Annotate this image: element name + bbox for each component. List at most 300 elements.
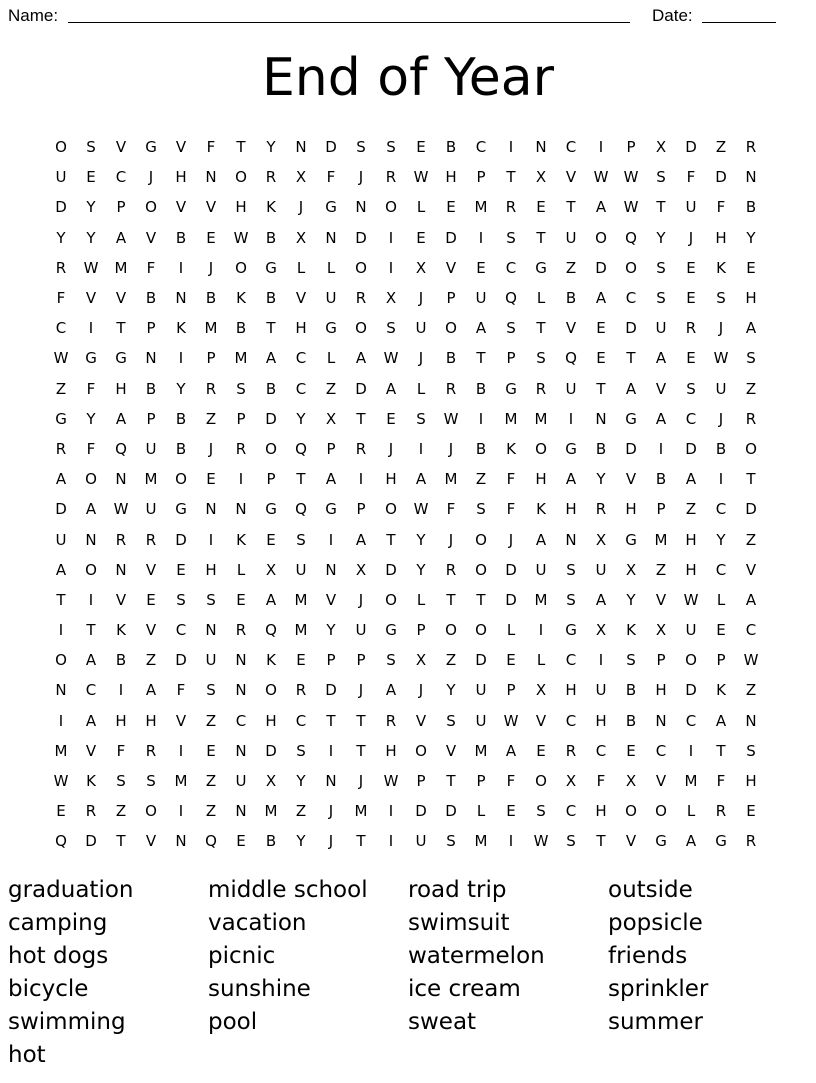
grid-cell[interactable]: N: [235, 651, 247, 670]
grid-cell[interactable]: B: [175, 439, 187, 458]
grid-cell[interactable]: M: [294, 590, 308, 609]
grid-cell[interactable]: T: [356, 409, 366, 428]
grid-cell[interactable]: K: [716, 258, 726, 277]
grid-cell[interactable]: I: [328, 530, 334, 549]
grid-cell[interactable]: E: [536, 198, 546, 217]
grid-cell[interactable]: H: [115, 379, 127, 398]
grid-cell[interactable]: V: [325, 590, 337, 609]
grid-cell[interactable]: A: [595, 198, 607, 217]
grid-cell[interactable]: W: [593, 168, 609, 187]
grid-cell[interactable]: A: [565, 470, 577, 489]
grid-cell[interactable]: O: [85, 470, 97, 489]
grid-cell[interactable]: T: [236, 138, 246, 157]
grid-cell[interactable]: V: [625, 832, 637, 851]
grid-cell[interactable]: H: [685, 560, 697, 579]
grid-cell[interactable]: X: [625, 560, 637, 579]
grid-cell[interactable]: D: [325, 681, 337, 700]
grid-cell[interactable]: B: [445, 349, 457, 368]
grid-cell[interactable]: X: [625, 772, 637, 791]
grid-cell[interactable]: S: [536, 349, 546, 368]
grid-cell[interactable]: S: [206, 590, 216, 609]
grid-cell[interactable]: W: [533, 832, 549, 851]
grid-cell[interactable]: N: [235, 741, 247, 760]
grid-cell[interactable]: G: [85, 349, 97, 368]
grid-cell[interactable]: A: [325, 470, 337, 489]
grid-cell[interactable]: G: [535, 258, 547, 277]
grid-cell[interactable]: A: [715, 711, 727, 730]
grid-cell[interactable]: O: [85, 560, 97, 579]
grid-cell[interactable]: Y: [416, 560, 426, 579]
grid-cell[interactable]: V: [415, 711, 427, 730]
grid-cell[interactable]: X: [325, 409, 337, 428]
grid-cell[interactable]: V: [535, 711, 547, 730]
grid-cell[interactable]: U: [55, 168, 67, 187]
grid-cell[interactable]: S: [146, 772, 156, 791]
grid-cell[interactable]: T: [116, 319, 126, 338]
grid-cell[interactable]: H: [745, 772, 757, 791]
grid-cell[interactable]: U: [565, 379, 577, 398]
grid-cell[interactable]: V: [655, 772, 667, 791]
grid-cell[interactable]: Y: [326, 621, 336, 640]
grid-cell[interactable]: T: [356, 741, 366, 760]
grid-cell[interactable]: Y: [626, 590, 636, 609]
grid-cell[interactable]: D: [415, 802, 427, 821]
grid-cell[interactable]: D: [715, 168, 727, 187]
grid-cell[interactable]: L: [536, 289, 546, 308]
grid-cell[interactable]: W: [443, 409, 459, 428]
grid-cell[interactable]: T: [266, 319, 276, 338]
grid-cell[interactable]: S: [656, 258, 666, 277]
grid-cell[interactable]: M: [474, 741, 488, 760]
grid-cell[interactable]: F: [116, 741, 126, 760]
grid-cell[interactable]: J: [688, 228, 694, 247]
grid-cell[interactable]: Z: [325, 379, 337, 398]
grid-cell[interactable]: K: [176, 319, 186, 338]
grid-cell[interactable]: P: [476, 772, 486, 791]
grid-cell[interactable]: E: [626, 741, 636, 760]
grid-cell[interactable]: U: [595, 681, 607, 700]
grid-cell[interactable]: T: [746, 470, 756, 489]
grid-cell[interactable]: R: [715, 802, 727, 821]
grid-cell[interactable]: V: [115, 590, 127, 609]
grid-cell[interactable]: M: [534, 409, 548, 428]
grid-cell[interactable]: T: [296, 470, 306, 489]
grid-cell[interactable]: E: [236, 832, 246, 851]
grid-cell[interactable]: D: [325, 138, 337, 157]
grid-cell[interactable]: O: [355, 258, 367, 277]
grid-cell[interactable]: V: [85, 741, 97, 760]
grid-cell[interactable]: S: [446, 832, 456, 851]
grid-cell[interactable]: V: [745, 560, 757, 579]
grid-cell[interactable]: A: [85, 711, 97, 730]
grid-cell[interactable]: T: [356, 711, 366, 730]
grid-cell[interactable]: T: [656, 198, 666, 217]
grid-cell[interactable]: X: [535, 168, 547, 187]
grid-cell[interactable]: P: [146, 409, 156, 428]
grid-cell[interactable]: V: [655, 590, 667, 609]
grid-cell[interactable]: E: [686, 258, 696, 277]
grid-cell[interactable]: E: [146, 590, 156, 609]
grid-cell[interactable]: I: [418, 439, 424, 458]
grid-cell[interactable]: B: [625, 681, 637, 700]
grid-cell[interactable]: Y: [86, 198, 96, 217]
grid-cell[interactable]: A: [55, 470, 67, 489]
grid-cell[interactable]: N: [175, 289, 187, 308]
grid-cell[interactable]: K: [626, 621, 636, 640]
grid-cell[interactable]: N: [235, 802, 247, 821]
grid-cell[interactable]: H: [205, 560, 217, 579]
grid-cell[interactable]: E: [206, 228, 216, 247]
grid-cell[interactable]: G: [565, 621, 577, 640]
grid-cell[interactable]: O: [475, 560, 487, 579]
grid-cell[interactable]: D: [385, 560, 397, 579]
grid-cell[interactable]: J: [448, 530, 454, 549]
grid-cell[interactable]: A: [145, 681, 157, 700]
grid-cell[interactable]: O: [445, 319, 457, 338]
grid-cell[interactable]: U: [235, 772, 247, 791]
grid-cell[interactable]: G: [115, 349, 127, 368]
grid-cell[interactable]: E: [236, 590, 246, 609]
grid-cell[interactable]: A: [535, 530, 547, 549]
grid-cell[interactable]: O: [655, 802, 667, 821]
grid-cell[interactable]: Y: [266, 138, 276, 157]
grid-cell[interactable]: E: [686, 349, 696, 368]
grid-cell[interactable]: T: [356, 832, 366, 851]
grid-cell[interactable]: J: [298, 198, 304, 217]
grid-cell[interactable]: E: [206, 470, 216, 489]
grid-cell[interactable]: O: [265, 681, 277, 700]
grid-cell[interactable]: Z: [745, 681, 757, 700]
grid-cell[interactable]: L: [236, 560, 246, 579]
grid-cell[interactable]: T: [596, 379, 606, 398]
grid-cell[interactable]: F: [86, 379, 96, 398]
grid-cell[interactable]: V: [175, 138, 187, 157]
grid-cell[interactable]: A: [655, 409, 667, 428]
grid-cell[interactable]: I: [58, 621, 64, 640]
grid-cell[interactable]: E: [506, 802, 516, 821]
grid-cell[interactable]: T: [446, 590, 456, 609]
grid-cell[interactable]: P: [416, 621, 426, 640]
grid-cell[interactable]: S: [566, 560, 576, 579]
grid-cell[interactable]: J: [328, 832, 334, 851]
grid-cell[interactable]: D: [685, 681, 697, 700]
grid-cell[interactable]: G: [625, 409, 637, 428]
grid-cell[interactable]: B: [175, 409, 187, 428]
grid-cell[interactable]: C: [235, 711, 247, 730]
grid-cell[interactable]: X: [355, 560, 367, 579]
grid-cell[interactable]: P: [416, 772, 426, 791]
grid-cell[interactable]: D: [625, 439, 637, 458]
grid-cell[interactable]: N: [205, 168, 217, 187]
grid-cell[interactable]: F: [506, 772, 516, 791]
grid-cell[interactable]: Y: [446, 681, 456, 700]
grid-cell[interactable]: H: [175, 168, 187, 187]
grid-cell[interactable]: E: [416, 138, 426, 157]
grid-cell[interactable]: N: [145, 349, 157, 368]
grid-cell[interactable]: M: [444, 470, 458, 489]
grid-cell[interactable]: L: [416, 590, 426, 609]
grid-cell[interactable]: N: [175, 832, 187, 851]
grid-cell[interactable]: S: [176, 590, 186, 609]
grid-cell[interactable]: W: [113, 500, 129, 519]
grid-cell[interactable]: C: [745, 621, 757, 640]
grid-cell[interactable]: A: [85, 651, 97, 670]
grid-cell[interactable]: N: [295, 138, 307, 157]
grid-cell[interactable]: U: [565, 228, 577, 247]
grid-cell[interactable]: I: [178, 741, 184, 760]
grid-cell[interactable]: D: [85, 832, 97, 851]
grid-cell[interactable]: A: [355, 349, 367, 368]
grid-cell[interactable]: H: [625, 500, 637, 519]
grid-cell[interactable]: D: [595, 258, 607, 277]
grid-cell[interactable]: V: [565, 319, 577, 338]
grid-cell[interactable]: A: [355, 530, 367, 549]
grid-cell[interactable]: Q: [205, 832, 217, 851]
grid-cell[interactable]: R: [235, 439, 247, 458]
grid-cell[interactable]: U: [55, 530, 67, 549]
grid-cell[interactable]: I: [178, 802, 184, 821]
grid-cell[interactable]: D: [175, 530, 187, 549]
grid-cell[interactable]: L: [326, 349, 336, 368]
grid-cell[interactable]: P: [476, 168, 486, 187]
grid-cell[interactable]: E: [296, 651, 306, 670]
grid-cell[interactable]: X: [265, 560, 277, 579]
grid-cell[interactable]: I: [328, 741, 334, 760]
grid-cell[interactable]: K: [536, 500, 546, 519]
grid-cell[interactable]: W: [383, 349, 399, 368]
grid-cell[interactable]: S: [506, 228, 516, 247]
date-field[interactable]: [702, 6, 776, 23]
grid-cell[interactable]: B: [115, 651, 127, 670]
grid-cell[interactable]: H: [115, 711, 127, 730]
grid-cell[interactable]: N: [115, 470, 127, 489]
grid-cell[interactable]: B: [235, 319, 247, 338]
grid-cell[interactable]: H: [295, 319, 307, 338]
grid-cell[interactable]: G: [715, 832, 727, 851]
grid-cell[interactable]: Q: [55, 832, 67, 851]
grid-cell[interactable]: R: [385, 711, 397, 730]
grid-cell[interactable]: U: [145, 500, 157, 519]
grid-cell[interactable]: C: [295, 349, 307, 368]
grid-cell[interactable]: H: [595, 711, 607, 730]
grid-cell[interactable]: R: [385, 168, 397, 187]
grid-cell[interactable]: D: [685, 138, 697, 157]
grid-cell[interactable]: E: [476, 258, 486, 277]
grid-cell[interactable]: Y: [746, 228, 756, 247]
grid-cell[interactable]: M: [264, 802, 278, 821]
grid-cell[interactable]: W: [383, 772, 399, 791]
grid-cell[interactable]: O: [235, 168, 247, 187]
grid-cell[interactable]: E: [206, 741, 216, 760]
grid-cell[interactable]: E: [746, 258, 756, 277]
grid-cell[interactable]: N: [325, 772, 337, 791]
grid-cell[interactable]: M: [294, 621, 308, 640]
grid-cell[interactable]: Z: [715, 138, 727, 157]
grid-cell[interactable]: R: [445, 379, 457, 398]
grid-cell[interactable]: W: [53, 349, 69, 368]
grid-cell[interactable]: Y: [296, 772, 306, 791]
grid-cell[interactable]: W: [83, 258, 99, 277]
grid-cell[interactable]: C: [595, 741, 607, 760]
grid-cell[interactable]: S: [386, 319, 396, 338]
grid-cell[interactable]: A: [475, 319, 487, 338]
grid-cell[interactable]: J: [418, 681, 424, 700]
grid-cell[interactable]: Q: [265, 621, 277, 640]
grid-cell[interactable]: B: [595, 439, 607, 458]
grid-cell[interactable]: X: [595, 621, 607, 640]
grid-cell[interactable]: J: [358, 590, 364, 609]
grid-cell[interactable]: P: [656, 500, 666, 519]
grid-cell[interactable]: P: [356, 651, 366, 670]
grid-cell[interactable]: V: [145, 560, 157, 579]
grid-cell[interactable]: C: [295, 711, 307, 730]
grid-cell[interactable]: T: [626, 349, 636, 368]
grid-cell[interactable]: U: [205, 651, 217, 670]
grid-cell[interactable]: F: [596, 772, 606, 791]
grid-cell[interactable]: V: [145, 832, 157, 851]
grid-cell[interactable]: X: [265, 772, 277, 791]
grid-cell[interactable]: J: [148, 168, 154, 187]
grid-cell[interactable]: A: [115, 409, 127, 428]
grid-cell[interactable]: Z: [745, 530, 757, 549]
grid-cell[interactable]: G: [265, 500, 277, 519]
grid-cell[interactable]: R: [595, 500, 607, 519]
grid-cell[interactable]: V: [445, 741, 457, 760]
grid-cell[interactable]: R: [565, 741, 577, 760]
grid-cell[interactable]: C: [685, 409, 697, 428]
grid-cell[interactable]: M: [534, 590, 548, 609]
grid-cell[interactable]: O: [475, 621, 487, 640]
grid-cell[interactable]: N: [655, 711, 667, 730]
grid-cell[interactable]: P: [506, 681, 516, 700]
grid-cell[interactable]: Q: [625, 228, 637, 247]
grid-cell[interactable]: E: [386, 409, 396, 428]
grid-cell[interactable]: P: [116, 198, 126, 217]
grid-cell[interactable]: L: [296, 258, 306, 277]
grid-cell[interactable]: C: [655, 741, 667, 760]
grid-cell[interactable]: E: [746, 802, 756, 821]
grid-cell[interactable]: X: [385, 289, 397, 308]
grid-cell[interactable]: U: [595, 560, 607, 579]
grid-cell[interactable]: D: [505, 560, 517, 579]
grid-cell[interactable]: C: [685, 711, 697, 730]
grid-cell[interactable]: R: [55, 439, 67, 458]
grid-cell[interactable]: T: [476, 349, 486, 368]
grid-cell[interactable]: P: [446, 289, 456, 308]
grid-cell[interactable]: A: [385, 379, 397, 398]
grid-cell[interactable]: H: [265, 711, 277, 730]
grid-cell[interactable]: B: [205, 289, 217, 308]
grid-cell[interactable]: R: [685, 319, 697, 338]
grid-cell[interactable]: I: [88, 319, 94, 338]
grid-cell[interactable]: U: [715, 379, 727, 398]
grid-cell[interactable]: I: [388, 832, 394, 851]
grid-cell[interactable]: K: [236, 530, 246, 549]
grid-cell[interactable]: S: [536, 802, 546, 821]
grid-cell[interactable]: E: [716, 621, 726, 640]
grid-cell[interactable]: S: [506, 319, 516, 338]
grid-cell[interactable]: O: [475, 530, 487, 549]
grid-cell[interactable]: O: [385, 590, 397, 609]
grid-cell[interactable]: A: [745, 590, 757, 609]
grid-cell[interactable]: O: [385, 500, 397, 519]
grid-cell[interactable]: P: [146, 319, 156, 338]
grid-cell[interactable]: A: [595, 289, 607, 308]
grid-cell[interactable]: N: [85, 530, 97, 549]
grid-cell[interactable]: Z: [565, 258, 577, 277]
grid-cell[interactable]: F: [506, 470, 516, 489]
grid-cell[interactable]: Z: [655, 560, 667, 579]
grid-cell[interactable]: O: [535, 439, 547, 458]
grid-cell[interactable]: I: [208, 530, 214, 549]
grid-cell[interactable]: I: [358, 470, 364, 489]
grid-cell[interactable]: Y: [296, 409, 306, 428]
grid-cell[interactable]: O: [175, 470, 187, 489]
grid-cell[interactable]: W: [413, 168, 429, 187]
grid-cell[interactable]: L: [536, 651, 546, 670]
grid-cell[interactable]: N: [325, 228, 337, 247]
grid-cell[interactable]: S: [416, 409, 426, 428]
grid-cell[interactable]: M: [204, 319, 218, 338]
grid-cell[interactable]: B: [265, 832, 277, 851]
grid-cell[interactable]: M: [474, 198, 488, 217]
grid-cell[interactable]: F: [446, 500, 456, 519]
grid-cell[interactable]: I: [388, 802, 394, 821]
grid-cell[interactable]: I: [688, 741, 694, 760]
grid-cell[interactable]: T: [566, 198, 576, 217]
grid-cell[interactable]: X: [655, 621, 667, 640]
grid-cell[interactable]: D: [265, 409, 277, 428]
grid-cell[interactable]: Z: [205, 772, 217, 791]
grid-cell[interactable]: D: [505, 590, 517, 609]
grid-cell[interactable]: C: [715, 560, 727, 579]
grid-cell[interactable]: Z: [205, 802, 217, 821]
grid-cell[interactable]: U: [535, 560, 547, 579]
grid-cell[interactable]: C: [475, 138, 487, 157]
grid-cell[interactable]: C: [715, 500, 727, 519]
grid-cell[interactable]: O: [265, 439, 277, 458]
grid-cell[interactable]: X: [415, 651, 427, 670]
grid-cell[interactable]: F: [326, 168, 336, 187]
grid-cell[interactable]: G: [55, 409, 67, 428]
grid-cell[interactable]: A: [655, 349, 667, 368]
grid-cell[interactable]: T: [596, 832, 606, 851]
grid-cell[interactable]: C: [175, 621, 187, 640]
grid-cell[interactable]: E: [176, 560, 186, 579]
grid-cell[interactable]: A: [115, 228, 127, 247]
grid-cell[interactable]: O: [415, 741, 427, 760]
grid-cell[interactable]: P: [356, 500, 366, 519]
grid-cell[interactable]: C: [565, 802, 577, 821]
grid-cell[interactable]: V: [295, 289, 307, 308]
grid-cell[interactable]: E: [266, 530, 276, 549]
grid-cell[interactable]: S: [626, 651, 636, 670]
grid-cell[interactable]: L: [416, 198, 426, 217]
grid-cell[interactable]: O: [625, 802, 637, 821]
grid-cell[interactable]: X: [595, 530, 607, 549]
grid-cell[interactable]: S: [476, 500, 486, 519]
grid-cell[interactable]: F: [716, 198, 726, 217]
grid-cell[interactable]: T: [116, 832, 126, 851]
grid-cell[interactable]: V: [145, 621, 157, 640]
grid-cell[interactable]: D: [445, 228, 457, 247]
grid-cell[interactable]: H: [535, 470, 547, 489]
grid-cell[interactable]: R: [445, 560, 457, 579]
grid-cell[interactable]: I: [478, 228, 484, 247]
grid-cell[interactable]: B: [145, 379, 157, 398]
grid-cell[interactable]: T: [506, 168, 516, 187]
grid-cell[interactable]: N: [205, 621, 217, 640]
